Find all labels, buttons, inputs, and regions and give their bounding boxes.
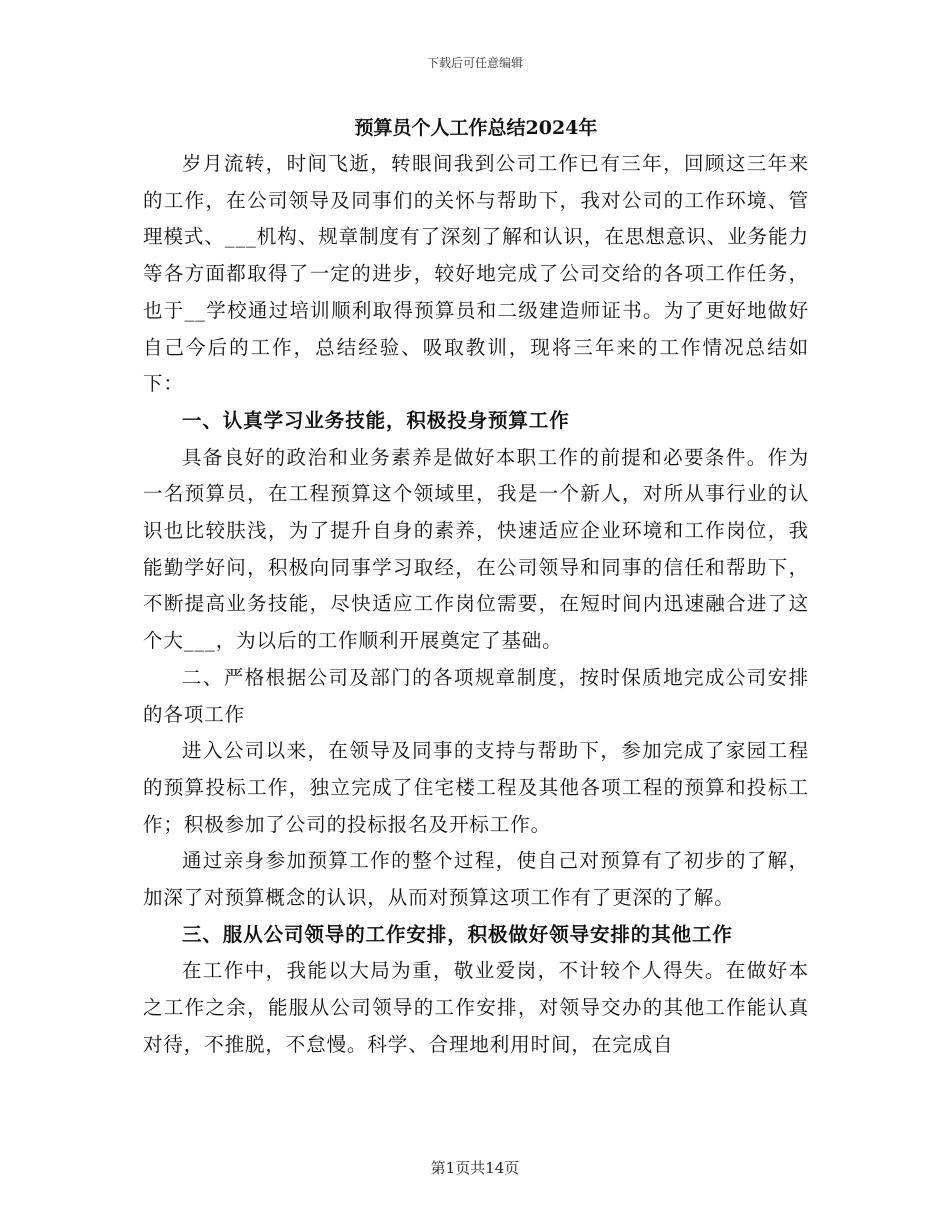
section-heading: 一、认真学习业务技能，积极投身预算工作	[182, 408, 570, 432]
document-title: 预算员个人工作总结2024年	[354, 117, 598, 139]
paragraph: 在工作中，我能以大局为重，敬业爱岗，不计较个人得失。在做好本之工作之余，能服从公司领导的工作安排，对领导交办的其他工作能认真对待，不推脱，不怠慢。科学、合理地利用时间，在完成自	[143, 959, 809, 1056]
paragraph: 岁月流转，时间飞逝，转眼间我到公司工作已有三年，回顾这三年来的工作，在公司领导及同事们的关怀与帮助下，我对公司的工作环境、管理模式、___机构、规章制度有了深刻了解和认识，在思想意识、业务能力等各方面都取得了一定的进步，较好地完成了公司交给的各项工作任务，也于__学校通过培训顺利取得预算员和二级建造师证书。为了更好地做好自己今后的工作，总结经验、吸取教训，现将三年来的工作情况总结如下：	[143, 152, 809, 396]
paragraph: 进入公司以来，在领导及同事的支持与帮助下，参加完成了家园工程的预算投标工作，独立完成了住宅楼工程及其他各项工程的预算和投标工作；积极参加了公司的投标报名及开标工作。	[143, 739, 809, 836]
document-body	[143, 110, 809, 1064]
header-note: 下载后可任意编辑	[426, 56, 523, 70]
paragraph: 二、严格根据公司及部门的各项规章制度，按时保质地完成公司安排的各项工作	[143, 665, 809, 726]
section-heading: 三、服从公司领导的工作安排，积极做好领导安排的其他工作	[182, 922, 733, 946]
paragraph: 具备良好的政治和业务素养是做好本职工作的前提和必要条件。作为一名预算员，在工程预算这个领域里，我是一个新人，对所从事行业的认识也比较肤浅，为了提升自身的素养，快速适应企业环境和工作岗位，我能勤学好问，积极向同事学习取经，在公司领导和同事的信任和帮助下，不断提高业务技能，尽快适应工作岗位需要，在短时间内迅速融合进了这个大___，为以后的工作顺利开展奠定了基础。	[143, 445, 809, 653]
page-number: 第1页共14页	[430, 1159, 520, 1177]
paragraph: 通过亲身参加预算工作的整个过程，使自己对预算有了初步的了解，加深了对预算概念的认识，从而对预算这项工作有了更深的了解。	[143, 849, 809, 910]
document-content	[143, 146, 809, 1064]
